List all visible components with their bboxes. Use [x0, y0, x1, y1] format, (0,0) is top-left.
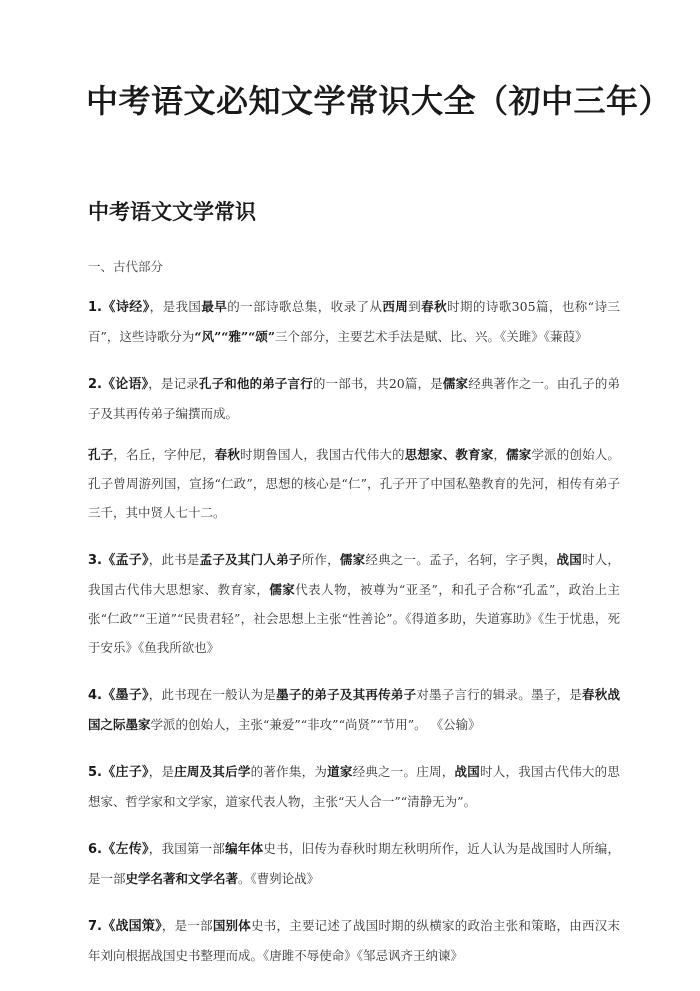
paragraph-8 [88, 911, 620, 970]
body-text: 的著作集，为 [250, 764, 328, 779]
paragraph-4 [88, 545, 620, 662]
body-text: ，我国第一部 [148, 841, 226, 856]
bold-text: 春秋 [214, 447, 241, 462]
bold-text: 庄周及其后学 [174, 764, 251, 779]
body-text: 。《曹刿论战》 [238, 871, 320, 886]
body-text: 时期鲁国人，我国古代伟大的 [240, 447, 405, 462]
entry-heading: 3.《孟子》 [88, 553, 149, 568]
paragraph-7 [88, 834, 620, 893]
bold-text: 儒家 [506, 447, 532, 462]
body-text: 经典之一。庄周， [352, 764, 455, 779]
body-text: 对墨子言行的辑录。墨子，是 [416, 687, 582, 702]
bold-text: 儒家 [442, 376, 469, 391]
entry-heading: 4.《墨子》 [88, 688, 149, 703]
bold-text: 孔子和他的弟子言行 [198, 376, 313, 391]
body-text: 三个部分，主要艺术手法是赋、比、兴。《关雎》《蒹葭》 [275, 329, 588, 344]
body-text: 所作， [301, 552, 340, 567]
bold-text: 西周 [382, 299, 409, 314]
body-text: 史书，主要记述了战国时期的纵横家的政治主张和策略，由西汉末年刘向根据战国史书整理而成。《唐雎不辱使命》《邹忌讽齐王纳谏》 [88, 918, 620, 963]
bold-text: 儒家 [339, 552, 366, 567]
entry-heading: 2.《论语》 [88, 377, 149, 392]
bold-text: 春秋 [421, 299, 448, 314]
entry-heading: 1.《诗经》 [88, 300, 150, 315]
bold-text: “风”“雅”“颂” [194, 329, 276, 344]
bold-text: 战国 [454, 764, 480, 779]
body-text: ，是我国 [149, 299, 202, 314]
body-text: ，是 [148, 764, 175, 779]
bold-text: 史学名著和文学名著 [125, 871, 239, 886]
body-text: 学派的创始人。孔子曾周游列国，宣扬“仁政”，思想的核心是“仁”，孔子开了中国私塾教育的先河，相传有弟子三千，其中贤人七十二。 [88, 447, 620, 520]
bold-text: 战国 [556, 552, 582, 567]
bold-text: 孔子 [88, 447, 114, 462]
bold-text: 道家 [327, 764, 353, 779]
bold-text: 思想家、教育家 [404, 447, 494, 462]
part-label: 一、古代部分 [88, 259, 164, 274]
body-text: ，此书是 [148, 552, 200, 567]
entry-heading: 5.《庄子》 [88, 765, 149, 780]
body-text: 学派的创始人，主张“兼爱”“非攻”“尚贤”“节用”。 《公输》 [150, 717, 481, 732]
body-text: ，此书现在一般认为是 [148, 687, 277, 702]
body-text: 时期的诗歌305篇，也称“诗三百”，这些诗歌分为 [88, 299, 620, 344]
paragraph-6 [88, 757, 620, 816]
bold-text: 国别体 [212, 918, 252, 933]
body-text: 时人，我国古代伟大的思想家、哲学家和文学家，道家代表人物，主张“天人合一”“清静无为”。 [88, 764, 620, 809]
bold-text: 孟子及其门人弟子 [199, 552, 302, 567]
body-text: 代表人物，被尊为“亚圣”，和孔子合称“孔孟”，政治上主张“仁政”“王道”“民贵君轻”，社会思想上主张“性善论”。《得道多助，失道寡助》《生于忧患，死于安乐》《鱼我所欲也》 [88, 582, 620, 655]
body-text: 史书，旧传为春秋时期左秋明所作，近人认为是战国时人所编，是一部 [88, 841, 620, 886]
body-text: 的一部书，共20篇，是 [312, 376, 443, 391]
paragraph-5 [88, 680, 620, 739]
bold-text: 编年体 [225, 841, 264, 856]
body-text: ， [493, 447, 507, 462]
entry-heading: 7.《战国策》 [88, 919, 162, 934]
paragraph-2 [88, 369, 620, 428]
body-text: 经典著作之一。由孔子的弟子及其再传弟子编撰而成。 [88, 376, 620, 421]
content-body [88, 292, 620, 988]
entry-heading: 6.《左传》 [88, 842, 149, 857]
body-text: ，名丘，字仲尼， [113, 447, 215, 462]
document-title: 中考语文必知文学常识大全（初中三年） [86, 82, 672, 120]
body-text: 时人，我国古代伟大思想家、教育家， [88, 552, 620, 597]
body-text: 经典之一。孟子，名轲，字子舆， [365, 552, 557, 567]
bold-text: 春秋战国之际墨家 [88, 687, 620, 732]
bold-text: 最早 [201, 299, 228, 314]
bold-text: 儒家 [269, 582, 296, 597]
body-text: 到 [408, 299, 422, 314]
body-text: 的一部诗歌总集，收录了从 [227, 299, 383, 314]
section-title: 中考语文文学常识 [88, 200, 256, 224]
body-text: ，是记录 [148, 376, 199, 391]
paragraph-3 [88, 440, 620, 527]
body-text: ，是一部 [161, 918, 213, 933]
bold-text: 墨子的弟子及其再传弟子 [276, 687, 417, 702]
paragraph-1 [88, 292, 620, 351]
